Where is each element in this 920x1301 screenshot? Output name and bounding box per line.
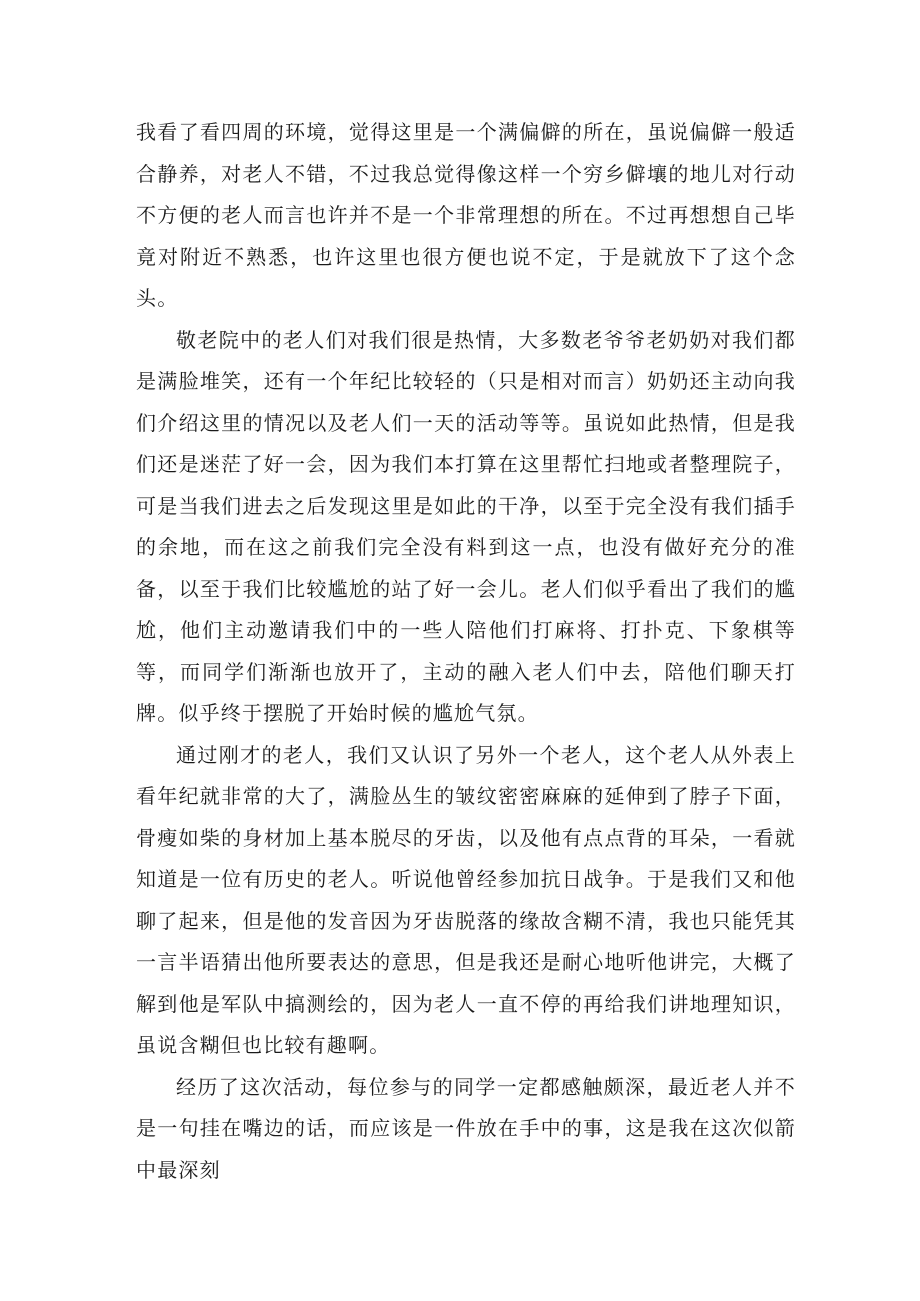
paragraph-1: 我看了看四周的环境，觉得这里是一个满偏僻的所在，虽说偏僻一般适合静养，对老人不错，不过我总觉得像这样一个穷乡僻壤的地儿对行动不方便的老人而言也许并不是一个非常理想的所在。不过再想想自己毕竟对附近不熟悉，也许这里也很方便也说不定，于是就放下了这个念头。 <box>136 120 796 310</box>
paragraph-3: 通过刚才的老人，我们又认识了另外一个老人，这个老人从外表上看年纪就非常的大了，满脸丛生的皱纹密密麻麻的延伸到了脖子下面，骨瘦如柴的身材加上基本脱尽的牙齿，以及他有点点背的耳朵，一看就知道是一位有历史的老人。听说他曾经参加抗日战争。于是我们又和他聊了起来，但是他的发音因为牙齿脱落的缘故含糊不清，我也只能凭其一言半语猜出他所要表达的意思，但是我还是耐心地听他讲完，大概了解到他是军队中搞测绘的，因为老人一直不停的再给我们讲地理知识，虽说含糊但也比较有趣啊。 <box>136 742 796 1057</box>
paragraph-2: 敬老院中的老人们对我们很是热情，大多数老爷爷老奶奶对我们都是满脸堆笑，还有一个年纪比较轻的（只是相对而言）奶奶还主动向我们介绍这里的情况以及老人们一天的活动等等。虽说如此热情，但是我们还是迷茫了好一会，因为我们本打算在这里帮忙扫地或者整理院子，可是当我们进去之后发现这里是如此的干净，以至于完全没有我们插手的余地，而在这之前我们完全没有料到这一点，也没有做好充分的准备，以至于我们比较尴尬的站了好一会儿。老人们似乎看出了我们的尴尬，他们主动邀请我们中的一些人陪他们打麻将、打扑克、下象棋等等，而同学们渐渐也放开了，主动的融入老人们中去，陪他们聊天打牌。似乎终于摆脱了开始时候的尴尬气氛。 <box>136 327 796 725</box>
document-body <box>136 112 796 1191</box>
paragraph-4: 经历了这次活动，每位参与的同学一定都感触颇深，最近老人并不是一句挂在嘴边的话，而应该是一件放在手中的事，这是我在这次似箭中最深刻 <box>136 1074 796 1182</box>
